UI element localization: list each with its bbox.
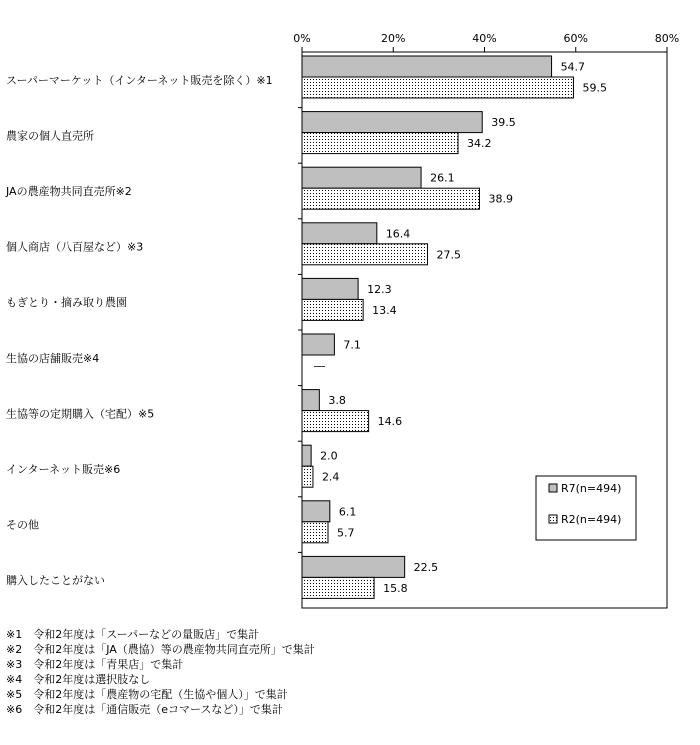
data-label: 5.7 — [337, 526, 355, 540]
data-label: 54.7 — [560, 60, 586, 74]
bar — [302, 223, 377, 244]
data-label: ― — [314, 359, 325, 373]
data-label: 14.6 — [377, 415, 403, 429]
bar — [302, 334, 334, 355]
footnote: ※4 令和2年度は選択肢なし — [6, 673, 151, 686]
bar — [302, 445, 311, 466]
footnote: ※2 令和2年度は「JA（農協）等の農産物共同直売所」で集計 — [6, 643, 315, 656]
category-label: その他 — [6, 518, 39, 532]
bar — [302, 577, 374, 598]
bar — [302, 56, 552, 77]
bar — [302, 556, 405, 577]
bar — [302, 501, 330, 522]
data-label: 26.1 — [430, 171, 455, 185]
category-label: JAの農産物共同直売所※2 — [6, 185, 132, 198]
bar — [302, 244, 427, 265]
data-label: 12.3 — [367, 282, 392, 296]
bar — [302, 466, 313, 487]
bar — [302, 133, 458, 154]
category-label: スーパーマーケット（インターネット販売を除く）※1 — [6, 73, 273, 87]
data-label: 15.8 — [383, 581, 408, 595]
category-label: 生協等の定期購入（宅配）※5 — [6, 407, 155, 421]
legend-swatch — [549, 515, 557, 523]
category-label: 生協の店舗販売※4 — [6, 351, 100, 365]
data-label: 59.5 — [582, 81, 607, 95]
bar — [302, 522, 328, 543]
bar — [302, 188, 479, 209]
legend-label: R2(n=494) — [561, 513, 622, 526]
category-label: インターネット販売※6 — [6, 463, 121, 476]
footnote: ※1 令和2年度は「スーパーなどの量販店」で集計 — [6, 628, 260, 641]
x-tick-label: 60% — [563, 32, 588, 45]
data-label: 22.5 — [413, 560, 439, 574]
x-tick-label: 40% — [472, 32, 497, 45]
legend-label: R7(n=494) — [561, 482, 622, 495]
data-label: 16.4 — [385, 227, 411, 241]
data-label: 13.4 — [372, 303, 397, 317]
bar — [302, 167, 421, 188]
category-label: 個人商店（八百屋など）※3 — [6, 240, 144, 254]
data-label: 6.1 — [338, 505, 357, 519]
footnotes — [6, 627, 696, 717]
data-label: 2.4 — [321, 470, 340, 484]
footnote: ※3 令和2年度は「青果店」で集計 — [6, 658, 184, 671]
footnote: ※6 令和2年度は「通信販売（eコマースなど）」で集計 — [6, 703, 283, 716]
data-label: 39.5 — [491, 116, 516, 130]
bar — [302, 278, 358, 299]
category-label: 農家の個人直売所 — [6, 129, 94, 143]
bar — [302, 77, 573, 98]
category-label: 購入したことがない — [6, 574, 105, 588]
data-label: 7.1 — [343, 338, 361, 352]
x-tick-label: 80% — [654, 32, 680, 45]
data-label: 34.2 — [467, 137, 492, 151]
legend-swatch — [549, 484, 557, 492]
data-label: 38.9 — [488, 192, 513, 206]
bar — [302, 299, 363, 320]
bar — [302, 390, 319, 411]
category-label: もぎとり・摘み取り農園 — [6, 296, 127, 310]
footnote: ※5 令和2年度は「農産物の宅配（生協や個人）」で集計 — [6, 688, 288, 701]
data-label: 2.0 — [320, 449, 338, 463]
bar — [302, 411, 369, 432]
x-tick-label: 0% — [293, 32, 311, 45]
data-label: 27.5 — [436, 248, 461, 262]
data-label: 3.8 — [328, 394, 346, 408]
x-tick-label: 20% — [381, 32, 406, 45]
bar — [302, 112, 482, 133]
